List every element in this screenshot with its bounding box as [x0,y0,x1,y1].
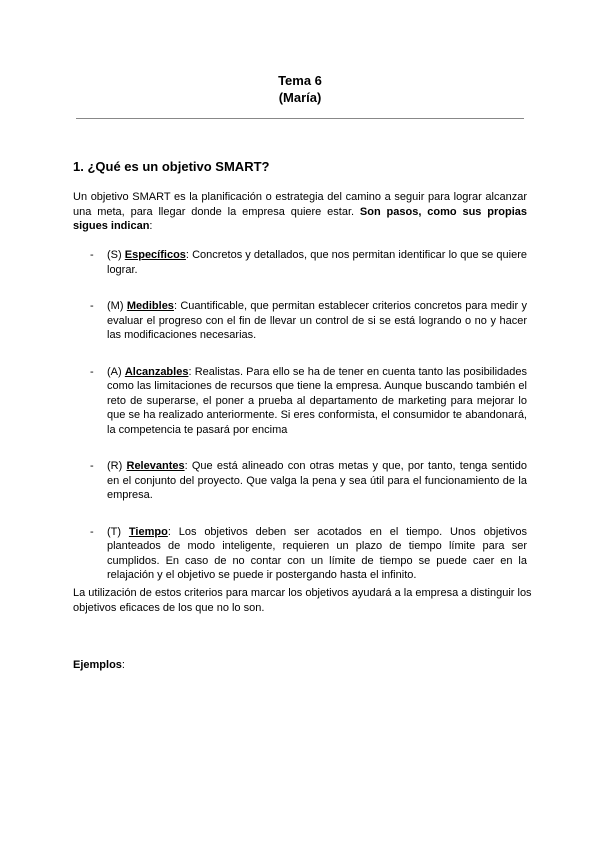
item-term: Medibles [126,300,174,312]
list-item [73,525,527,583]
intro-bold-text: Son pasos, como sus propias sigues indican [73,205,527,232]
examples-heading [73,658,125,673]
item-prefix: (A) [107,365,125,378]
item-prefix: (S) [107,249,125,261]
item-text: : Cuantificable, que permitan establecer criterios concretos para medir y evaluar el progreso con el fin de llevar un control de si se está logrando o no y hacer las modificaciones necesarias. [107,300,527,341]
title-line-1: Tema 6 [278,73,322,88]
closing-paragraph: La utilización de estos criterios para marcar los objetivos ayudará a la empresa a distinguir los objetivos eficaces de los que no lo son. [73,587,532,614]
intro-paragraph [73,190,527,234]
item-term: Específicos [124,249,186,261]
item-term: Tiempo [128,525,168,538]
intro-text: Un objetivo SMART es la planificación o estrategia del camino a seguir para lograr alcanzar una meta, para llegar donde la empresa quiere estar. [73,191,527,218]
list-dash: - [90,525,94,538]
list-dash: - [90,365,94,378]
title-divider [76,118,524,119]
smart-list [73,248,527,605]
item-text: : Concretos y detallados, que nos permitan identificar lo que se quiere lograr. [107,249,527,276]
list-dash: - [90,300,94,312]
item-text: : Realistas. Para ello se ha de tener en cuenta tanto las posibilidades como las limitaciones de recursos que tiene la empresa. Aunque buscando también el reto de superarse, el poner a prueba al departamento de marketing para mejorar lo que se ha realizado anteriormente. Si eres conformista, el consumidor te abandonará, la competencia te pasará por encima [107,365,527,436]
list-item [73,459,527,503]
document-title [0,72,600,106]
examples-label: Ejemplos [73,659,122,671]
list-dash: - [90,460,94,472]
item-term: Alcanzables [124,365,189,378]
item-prefix: (R) [107,460,127,472]
list-item [73,365,527,438]
list-item [73,248,527,277]
item-term: Relevantes [126,460,185,472]
title-line-2: (María) [278,90,322,105]
list-dash: - [90,249,94,261]
intro-end: : [149,220,153,232]
item-prefix: (M) [107,300,127,312]
item-text: : Que está alineado con otras metas y que, por tanto, tenga sentido en el conjunto del proyecto. Que valga la pena y sea útil para el funcionamiento de la empresa. [107,460,527,501]
item-prefix: (T) [107,525,129,538]
examples-suffix: : [121,659,125,671]
list-item [73,299,527,343]
section-heading: 1. ¿Qué es un objetivo SMART? [73,159,270,174]
item-text: : Los objetivos deben ser acotados en el tiempo. Unos objetivos planteados de modo inteligente, requieren un plazo de tiempo límite para ser cumplidos. En caso de no contar con un límite de tiempo se puede caer en la relajación y el objetivo se puede ir postergando hasta el infinito. [107,525,527,581]
